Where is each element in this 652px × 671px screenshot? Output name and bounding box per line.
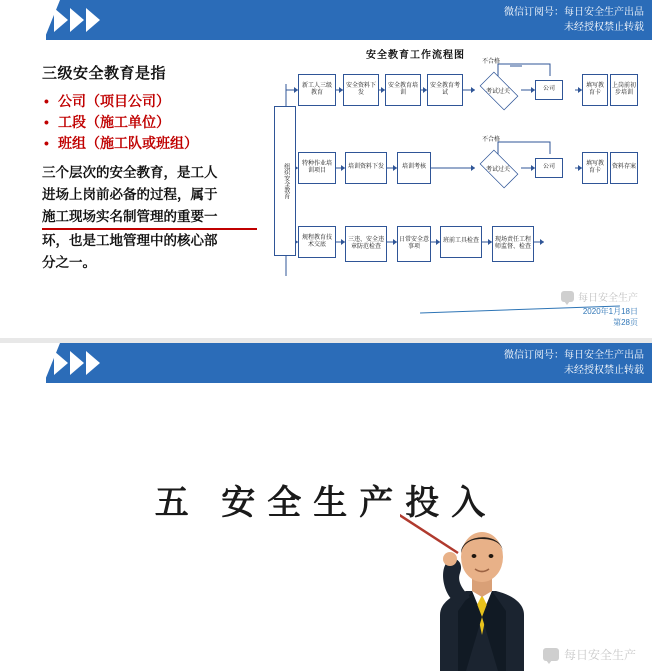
flowchart-node: 公司 bbox=[535, 80, 563, 100]
flowchart-branch-label: 不合格 bbox=[482, 59, 501, 65]
bullet-list bbox=[42, 91, 257, 154]
paragraph-line-highlighted: 施工现场实名制管理的重要一 bbox=[42, 206, 257, 230]
header-line-2: 未经授权禁止转载 bbox=[564, 365, 644, 376]
wechat-label: 每日安全生产 bbox=[563, 648, 636, 662]
chevron-right-icon bbox=[54, 8, 68, 32]
header-subscription-text bbox=[504, 348, 644, 378]
paragraph-line-3: 环，也是工地管理中的核心部 bbox=[42, 233, 218, 248]
flowchart-node: 新工人三级教育 bbox=[298, 74, 336, 106]
paragraph-line-4: 分之一。 bbox=[42, 255, 96, 270]
flowchart-node-anchor bbox=[522, 52, 524, 54]
flowchart-node: 填写教育卡 bbox=[582, 152, 608, 184]
paragraph-line-1: 三个层次的安全教育，是工人 bbox=[42, 165, 218, 180]
flowchart-node: 培训资料下发 bbox=[345, 152, 387, 184]
header-line-1: 微信订阅号：每日安全生产出品 bbox=[504, 7, 644, 18]
flowchart-node: 上岗前初步培训 bbox=[610, 74, 638, 106]
chevron-right-icon bbox=[86, 8, 100, 32]
slide-1-body bbox=[0, 40, 652, 338]
flowchart-title: 安全教育工作流程图 bbox=[366, 50, 465, 61]
wechat-label: 每日安全生产 bbox=[578, 293, 638, 304]
flowchart-node: 填写教育卡 bbox=[582, 74, 608, 106]
section-title: 三级安全教育是指 bbox=[42, 65, 167, 82]
flowchart bbox=[250, 46, 644, 306]
flowchart-decision-label: 考试过关 bbox=[485, 167, 510, 173]
flowchart-node-anchor bbox=[550, 52, 552, 54]
flowchart-node: 安全教育培训 bbox=[385, 74, 421, 106]
slide-2-body bbox=[0, 383, 652, 671]
slide-2 bbox=[0, 343, 652, 671]
header-subscription-text bbox=[504, 5, 644, 35]
chevron-right-icon bbox=[70, 8, 84, 32]
body-paragraph bbox=[42, 162, 257, 274]
chevron-right-icon bbox=[70, 351, 84, 375]
flowchart-node: 日常安全意事项 bbox=[397, 226, 431, 262]
page-number: 第28页 bbox=[613, 318, 638, 327]
page-title: 五 安全生产投入 bbox=[154, 485, 498, 522]
wechat-watermark bbox=[561, 289, 638, 304]
paragraph-line-2: 进场上岗前必备的过程，属于 bbox=[42, 187, 218, 202]
flowchart-node: 培训考核 bbox=[397, 152, 431, 184]
flowchart-node: 三违、安全违章防范检查 bbox=[345, 226, 387, 262]
slide-2-header bbox=[0, 343, 652, 383]
wechat-icon bbox=[561, 291, 574, 302]
wechat-icon bbox=[543, 648, 559, 661]
presenter-illustration bbox=[400, 511, 560, 671]
wechat-watermark bbox=[543, 646, 636, 663]
header-line-1: 微信订阅号：每日安全生产出品 bbox=[504, 350, 644, 361]
slide-1-header bbox=[0, 0, 652, 40]
left-text-column bbox=[42, 62, 257, 274]
flowchart-node-spine: 组织安全教育 bbox=[274, 106, 296, 256]
list-item: • 班组（施工队或班组） bbox=[42, 133, 257, 154]
flowchart-branch-label: 不合格 bbox=[482, 137, 501, 143]
flowchart-node: 公司 bbox=[535, 158, 563, 178]
flowchart-node: 特种作业培训项目 bbox=[298, 152, 336, 184]
header-line-2: 未经授权禁止转载 bbox=[564, 22, 644, 33]
flowchart-node: 安全资料下发 bbox=[343, 74, 379, 106]
date-text: 2020年1月18日 bbox=[582, 307, 638, 316]
list-item: • 公司（项目公司） bbox=[42, 91, 257, 112]
flowchart-node: 规程教育技术交底 bbox=[298, 226, 336, 258]
flowchart-node: 安全教育考试 bbox=[427, 74, 463, 106]
chevron-right-icon bbox=[86, 351, 100, 375]
flowchart-node: 班前工具检查 bbox=[440, 226, 482, 258]
slide-footer bbox=[583, 306, 638, 328]
flowchart-node: 资料存案 bbox=[610, 152, 638, 184]
flowchart-decision-label: 考试过关 bbox=[485, 89, 510, 95]
chevron-right-icon bbox=[54, 351, 68, 375]
list-item: • 工段（施工单位） bbox=[42, 112, 257, 133]
flowchart-node: 现场责任工程师监督、检查 bbox=[492, 226, 534, 262]
